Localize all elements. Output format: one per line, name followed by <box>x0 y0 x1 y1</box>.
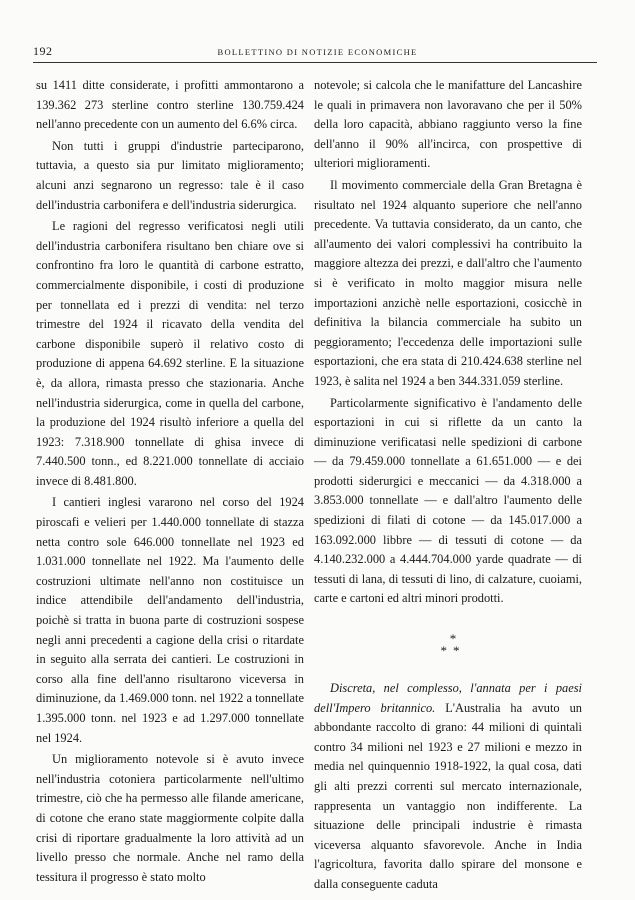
italic-lead: Discreta, nel complesso, l'annata per i paesi dell'Impero britannico. <box>314 681 582 715</box>
paragraph: Il movimento commerciale della Gran Bretagna è risultato nel 1924 alquanto superiore che nell'anno precedente. Va tuttavia considerato, da un canto, che all'aumento dei valori complessivi ha contribuito la maggiore altezza dei prezzi, e dall'altro che l'aumento si è verificato in molto maggior misura nelle importazioni anzichè nelle esportazioni, cosicchè in definitiva la bilancia commerciale ha subito un peggioramento; l'eccedenza delle importazioni sulle esportazioni, che era stata di 210.424.638 sterline nel 1923, è salita nel 1924 a ben 344.331.059 sterline. <box>314 177 582 388</box>
asterism-top: * <box>449 631 457 647</box>
left-column <box>36 76 304 887</box>
paragraph: Non tutti i gruppi d'industrie parteciparono, tuttavia, a questo sia pur limitato miglioramento; alcuni anzi segnarono un regresso: tale è il caso dell'industria carbonifera e dell'industria siderurgica. <box>36 138 304 212</box>
page-number: 192 <box>33 44 53 58</box>
paragraph: su 1411 ditte considerate, i profitti ammontarono a 139.362 273 sterline contro sterline 130.759.424 nell'anno precedente con un aumento del 6.6% circa. <box>36 78 304 132</box>
paragraph: I cantieri inglesi vararono nel corso del 1924 piroscafi e velieri per 1.440.000 tonnellate di stazza netta contro sole 646.000 tonnellate nel 1923 ed 1.031.000 tonnellate nel 1922. Ma l'aumento delle costruzioni ultimate nell'anno non costituisce un indice attendibile dell'andamento dell'industria, poichè si tratta in buona parte di costruzioni sospese negli anni precedenti a cagione della crisi o ritardate in seguito alla serrata dei cantieri. Le costruzioni in corso alla fine dell'anno risultarono viceversa in diminuzione, da 1.469.000 tonn. nel 1922 a tonnellate 1.395.000 tonn. nel 1923 e ad 1.297.000 tonnellate nel 1924. <box>36 495 304 745</box>
right-column <box>314 76 582 895</box>
paragraph: Le ragioni del regresso verificatosi negli utili dell'industria carbonifera risultano ben chiare ove si confrontino fra loro le quantità di carbone estratto, commercialmente disponibile, i costi di produzione per tonnellata ed i prezzi di vendita: nel terzo trimestre del 1924 il ricavato della vendita del carbone disponibile superò il relativo costo di produzione di appena 64.692 sterline. E la situazione è, da allora, rimasta presso che stazionaria. Anche nell'industria siderurgica, come in quella del carbone, la produzione del 1924 risultò inferiore a quella del 1923: 7.318.900 tonnellate di ghisa invece di 7.440.500 tonn., ed 8.221.000 tonnellate di acciaio invece di 8.481.800. <box>36 219 304 488</box>
section-ornament <box>324 633 582 657</box>
section-body: L'Australia ha avuto un abbondante raccolto di grano: 44 milioni di quintali contro 34 milioni nel 1923 e 27 milioni e mezzo in media nel quinquennio 1918-1922, la qual cosa, dati gli alti prezzi correnti sul mercato internazionale, rappresenta un vantaggio non indifferente. La situazione delle principali industrie è rimasta viceversa alquanto sfavorevole. Anche in India l'agricoltura, favorita dallo spirare del monsone e dalla conseguente caduta <box>314 700 582 891</box>
paragraph: Un miglioramento notevole si è avuto invece nell'industria cotoniera particolarmente nell'ultimo trimestre, ciò che ha permesso alle filande americane, di cotone che erano state maggiormente colpite dalla crisi di riportare gradualmente la loro attività ad un livello presso che normale. Anche nel ramo della tessitura il progresso è stato molto <box>36 752 304 884</box>
header-rule <box>33 62 597 63</box>
paragraph: Particolarmente significativo è l'andamento delle esportazioni in cui si riflette da un canto la diminuzione verificatasi nelle spedizioni di carbone — da 79.459.000 tonnellate a 61.651.000 — e dei prodotti siderurgici e meccanici — da 4.318.000 a 3.853.000 tonnellate — e dall'altro l'aumento delle spedizioni di filati di cotone — da 145.017.000 a 163.092.000 libbre — di tessuti di cotone — da 4.140.232.000 a 4.444.704.000 yarde quadrate — di tessuti di lana, di tessuti di lino, di calzature, cuoiami, carte e cartoni ed altri minori prodotti. <box>314 395 582 606</box>
asterism-bottom: ** <box>440 643 466 659</box>
paragraph: notevole; si calcola che le manifatture del Lancashire le quali in primavera non lavoravano che per il 50% della loro capacità, abbiano raggiunto verso la fine dell'anno il 90% all'incirca, con prospettive di ulteriori miglioramenti. <box>314 78 582 171</box>
section-paragraph <box>314 679 582 895</box>
running-title: BOLLETTINO DI NOTIZIE ECONOMICHE <box>217 47 418 57</box>
